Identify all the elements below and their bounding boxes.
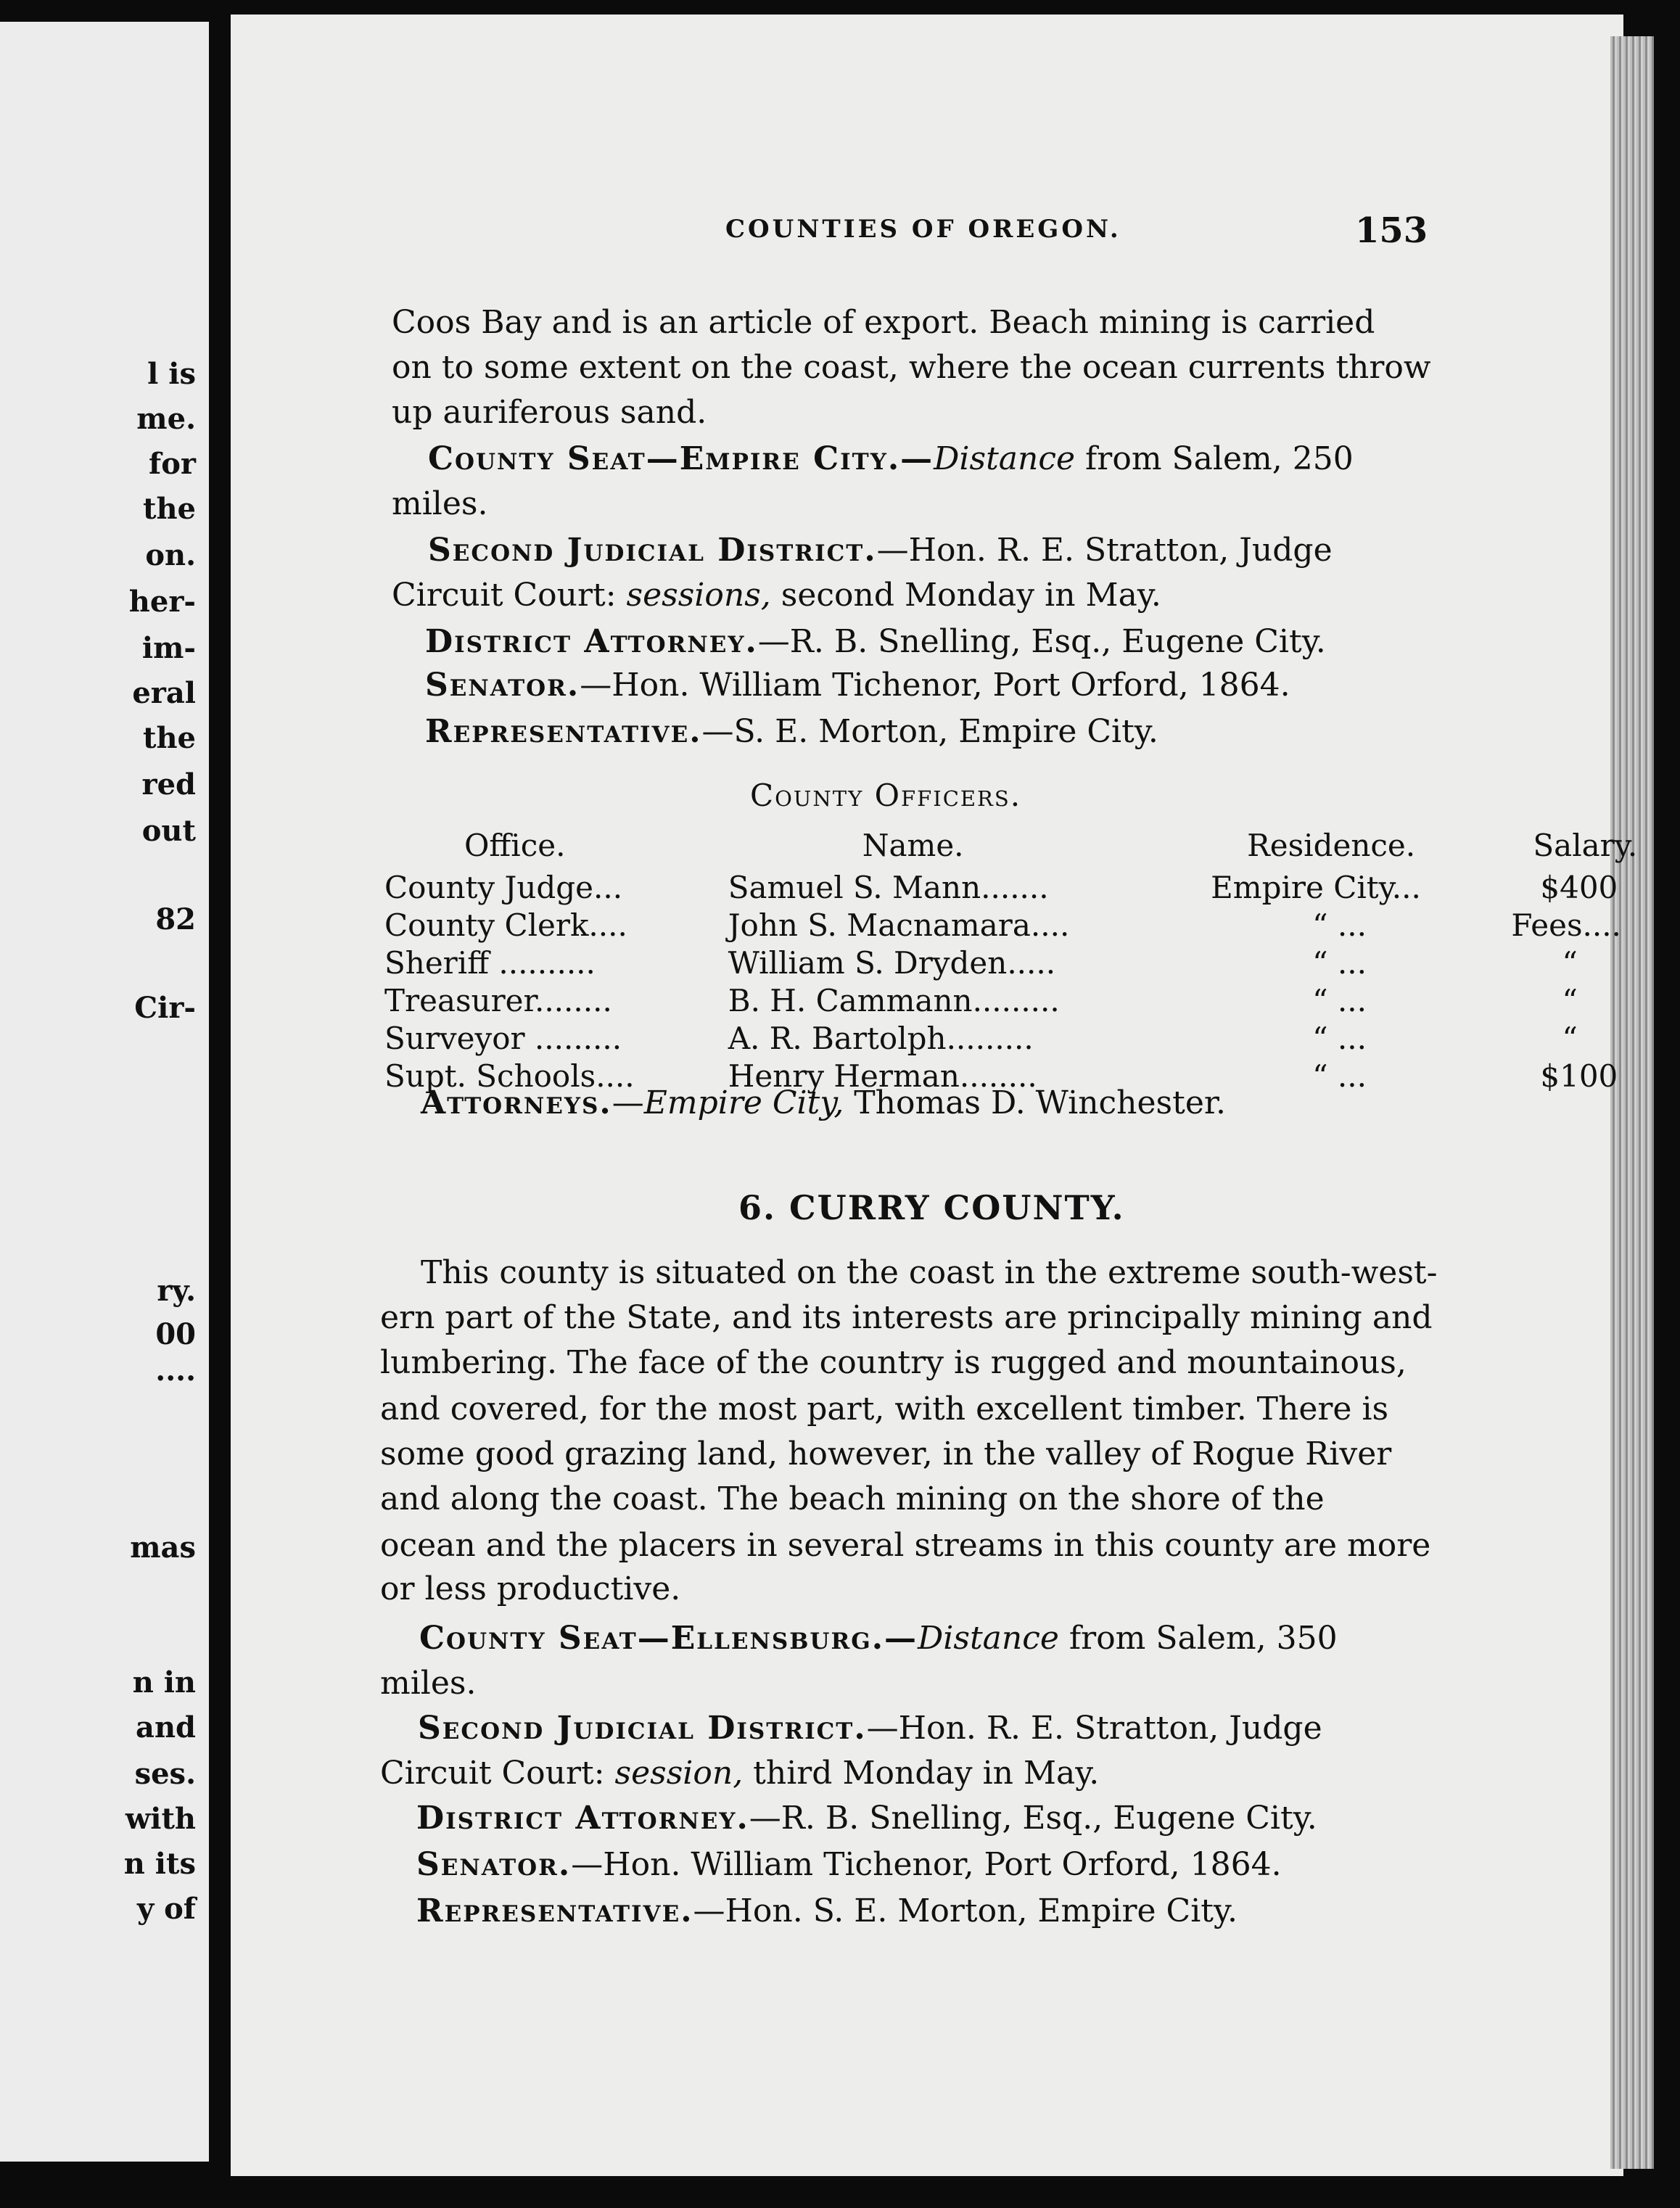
left-fragment: im- (141, 631, 196, 665)
body-line: up auriferous sand. (392, 394, 707, 431)
table-header-row (384, 827, 1680, 869)
senator-label: Senator. (416, 1846, 572, 1883)
county-officers-table (384, 827, 1680, 1095)
district-attorney-label: District Attorney. (416, 1800, 749, 1837)
representative-name: —S. E. Morton, Empire City. (701, 713, 1158, 750)
judicial-judge: —Hon. R. E. Stratton, Judge (876, 532, 1333, 569)
district-attorney-name: —R. B. Snelling, Esq., Eugene City. (757, 623, 1326, 660)
residence-cell: “ ... (1312, 983, 1367, 1018)
sessions-label: session, (614, 1755, 744, 1792)
table-row (384, 907, 1680, 944)
name-cell: William S. Dryden..... (728, 945, 1056, 981)
body-line: ocean and the placers in several streams in this county are more (380, 1527, 1431, 1564)
body-line: lumbering. The face of the country is rugged and mountainous, (380, 1344, 1407, 1381)
sessions-label: sessions, (626, 577, 771, 614)
left-fragment: Cir- (134, 991, 196, 1025)
county-seat-line (419, 1616, 1338, 1661)
body-line: and along the coast. The beach mining on the shore of the (380, 1480, 1325, 1517)
distance-label: Distance (934, 440, 1076, 477)
representative-line (416, 1889, 1238, 1934)
body-line: on to some extent on the coast, where the ocean currents throw (392, 349, 1431, 386)
left-fragment: on. (145, 538, 196, 572)
salary-cell: $400 (1540, 870, 1618, 905)
senator-line (416, 1842, 1282, 1887)
residence-cell: “ ... (1312, 907, 1367, 943)
name-cell: Samuel S. Mann....... (728, 870, 1049, 905)
district-attorney-label: District Attorney. (425, 623, 758, 660)
page-number: 153 (1355, 210, 1428, 251)
name-cell: A. R. Bartolph......... (728, 1021, 1034, 1056)
county-seat-label: County Seat—Empire City.— (428, 440, 934, 477)
judicial-label: Second Judicial District. (428, 532, 877, 569)
body-line: miles. (380, 1665, 477, 1702)
left-fragment: 00 (155, 1317, 196, 1351)
column-header-salary: Salary. (1533, 828, 1638, 863)
representative-line (425, 709, 1158, 754)
residence-cell: “ ... (1312, 1021, 1367, 1056)
left-fragment: her- (128, 585, 196, 619)
running-header: COUNTIES OF OREGON. (725, 215, 1121, 244)
left-facing-page (0, 22, 209, 2162)
left-fragment: y of (136, 1892, 196, 1926)
left-fragment: mas (130, 1531, 196, 1565)
office-cell: Treasurer........ (384, 983, 612, 1018)
district-attorney-name: —R. B. Snelling, Esq., Eugene City. (749, 1800, 1317, 1837)
left-fragment: and (136, 1710, 196, 1744)
name-cell: B. H. Cammann......... (728, 983, 1060, 1018)
attorneys-label: Attorneys. (421, 1084, 612, 1121)
column-header-office: Office. (464, 828, 566, 863)
body-line: miles. (392, 485, 488, 522)
attorneys-name: Thomas D. Winchester. (844, 1084, 1227, 1121)
judicial-judge: —Hon. R. E. Stratton, Judge (866, 1710, 1322, 1747)
left-fragment: 82 (155, 902, 196, 936)
left-fragment: .... (155, 1354, 196, 1388)
district-attorney-line (425, 619, 1326, 664)
column-header-residence: Residence. (1247, 828, 1416, 863)
body-line: or less productive. (380, 1570, 681, 1607)
left-fragment: me. (136, 402, 196, 436)
left-fragment: l is (147, 357, 196, 391)
district-attorney-line (416, 1796, 1317, 1841)
body-line: This county is situated on the coast in the extreme south-west- (421, 1254, 1438, 1291)
salary-cell: “ (1562, 983, 1578, 1018)
senator-label: Senator. (425, 667, 580, 704)
left-fragment: eral (132, 676, 196, 710)
left-fragment: ry. (157, 1274, 196, 1308)
salary-cell: “ (1562, 945, 1578, 981)
office-cell: Supt. Schools.... (384, 1058, 635, 1094)
circuit-court-label: Circuit Court: (392, 577, 627, 614)
circuit-court-line (392, 573, 1161, 618)
left-fragment: n its (123, 1847, 196, 1881)
senator-name: —Hon. William Tichenor, Port Orford, 1864. (580, 667, 1290, 704)
distance-value: from Salem, 350 (1058, 1620, 1338, 1657)
attorneys-city: Empire City, (643, 1084, 844, 1121)
column-header-name: Name. (862, 828, 964, 863)
judicial-line (428, 528, 1333, 573)
name-cell: Henry Herman........ (728, 1058, 1037, 1094)
distance-label: Distance (918, 1620, 1059, 1657)
circuit-court-label: Circuit Court: (380, 1755, 615, 1792)
sessions-date: second Monday in May. (770, 577, 1161, 614)
county-seat-label: County Seat—Ellensburg.— (419, 1620, 918, 1657)
left-fragment: ses. (134, 1757, 196, 1791)
body-line: Coos Bay and is an article of export. Beach mining is carried (392, 304, 1375, 341)
body-line: ern part of the State, and its interests are principally mining and (380, 1299, 1433, 1336)
attorneys-dash: — (612, 1084, 644, 1121)
county-seat-line (428, 437, 1354, 482)
left-fragment: red (141, 767, 196, 802)
senator-name: —Hon. William Tichenor, Port Orford, 1864. (571, 1846, 1282, 1883)
representative-name: —Hon. S. E. Morton, Empire City. (693, 1892, 1238, 1929)
office-cell: Surveyor ......... (384, 1021, 622, 1056)
distance-value: from Salem, 250 (1075, 440, 1354, 477)
sessions-date: third Monday in May. (743, 1755, 1100, 1792)
section-title: 6. CURRY COUNTY. (738, 1188, 1125, 1227)
circuit-court-line (380, 1751, 1099, 1796)
judicial-line (418, 1706, 1322, 1751)
table-row (384, 1020, 1680, 1058)
representative-label: Representative. (425, 713, 702, 750)
residence-cell: Empire City... (1211, 870, 1421, 905)
body-line: some good grazing land, however, in the valley of Rogue River (380, 1435, 1392, 1472)
left-fragment: out (141, 814, 196, 848)
name-cell: John S. Macnamara.... (728, 907, 1070, 943)
table-row (384, 944, 1680, 982)
salary-cell: “ (1562, 1021, 1578, 1056)
judicial-label: Second Judicial District. (418, 1710, 867, 1747)
body-line: and covered, for the most part, with excellent timber. There is (380, 1391, 1389, 1428)
salary-cell: Fees.... (1511, 907, 1621, 943)
senator-line (425, 663, 1290, 708)
page-edge (1610, 36, 1654, 2169)
residence-cell: “ ... (1312, 1058, 1367, 1094)
left-fragment: for (149, 447, 196, 481)
county-officers-title: County Officers. (750, 778, 1022, 813)
salary-cell: $100 (1540, 1058, 1618, 1094)
left-fragment: the (142, 721, 196, 755)
left-fragment: n in (132, 1665, 196, 1700)
left-fragment: with (125, 1802, 196, 1836)
left-fragment: the (142, 492, 196, 526)
table-row (384, 869, 1680, 907)
office-cell: County Clerk.... (384, 907, 627, 943)
office-cell: County Judge... (384, 870, 623, 905)
residence-cell: “ ... (1312, 945, 1367, 981)
attorneys-line (421, 1081, 1226, 1126)
representative-label: Representative. (416, 1892, 693, 1929)
table-row (384, 982, 1680, 1020)
office-cell: Sheriff .......... (384, 945, 596, 981)
